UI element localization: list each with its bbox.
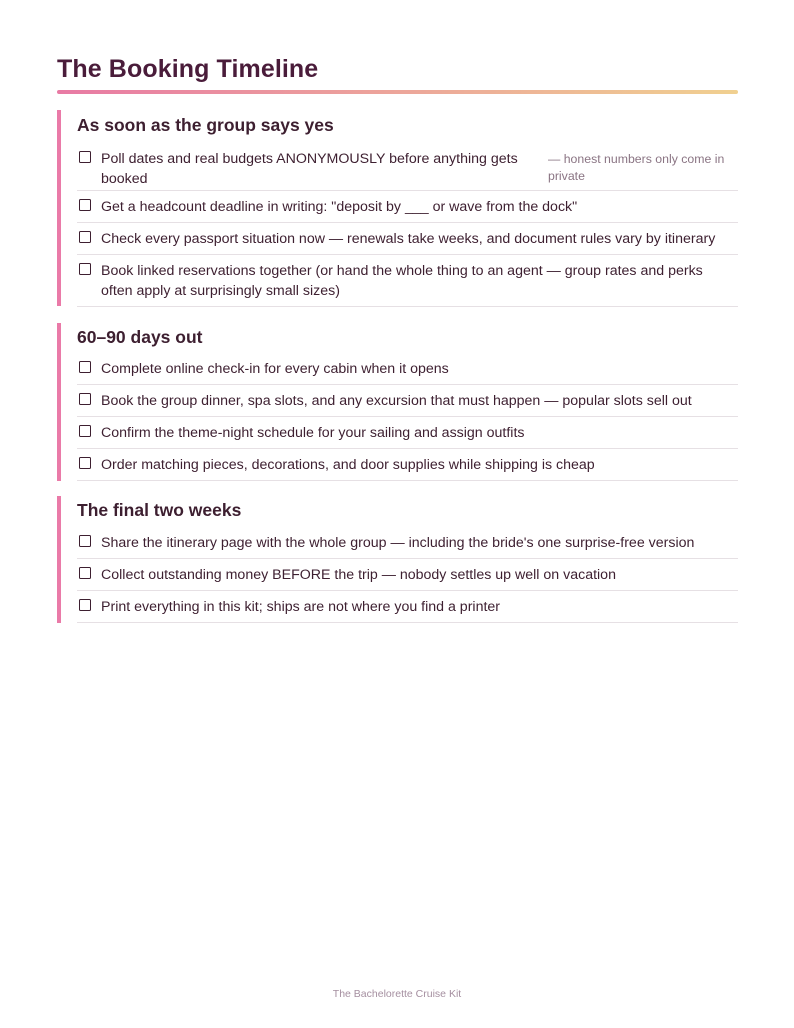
section-heading: The final two weeks xyxy=(77,500,242,520)
checklist-item xyxy=(77,385,738,417)
item-row xyxy=(101,149,738,189)
checkbox[interactable] xyxy=(79,599,91,611)
item-text: Order matching pieces, decorations, and door supplies while shipping is cheap xyxy=(101,457,595,473)
checklist xyxy=(77,527,738,623)
checklist xyxy=(77,143,738,307)
item-text: Book linked reservations together (or hand the whole thing to an agent — group rates and perks often apply at surprisingly small sizes) xyxy=(101,263,703,299)
item-text: Collect outstanding money BEFORE the trip — nobody settles up well on vacation xyxy=(101,567,616,583)
item-note: — honest numbers only come in private xyxy=(548,152,725,183)
checklist xyxy=(77,353,738,481)
checkbox[interactable] xyxy=(79,361,91,373)
item-text: Print everything in this kit; ships are not where you find a printer xyxy=(101,599,501,615)
item-text: Complete online check-in for every cabin when it opens xyxy=(101,361,449,377)
checkbox[interactable] xyxy=(79,231,91,243)
section-accent-bar xyxy=(57,323,61,481)
checklist-item xyxy=(77,449,738,481)
checkbox[interactable] xyxy=(79,263,91,275)
checklist-item xyxy=(77,527,738,559)
section-heading: As soon as the group says yes xyxy=(77,115,334,135)
checklist-item xyxy=(77,559,738,591)
section-accent-bar xyxy=(57,496,61,623)
item-text: Share the itinerary page with the whole group — including the bride's one surprise-free version xyxy=(101,535,695,551)
checkbox[interactable] xyxy=(79,567,91,579)
checkbox[interactable] xyxy=(79,151,91,163)
checklist-item xyxy=(77,255,738,307)
section-heading: 60–90 days out xyxy=(77,327,203,347)
item-text: Book the group dinner, spa slots, and any excursion that must happen — popular slots sell out xyxy=(101,393,692,409)
item-text: Poll dates and real budgets ANONYMOUSLY before anything gets booked xyxy=(101,151,518,187)
checkbox[interactable] xyxy=(79,425,91,437)
checkbox[interactable] xyxy=(79,199,91,211)
checklist-item xyxy=(77,191,738,223)
checkbox[interactable] xyxy=(79,393,91,405)
checklist-item xyxy=(77,353,738,385)
checklist-item xyxy=(77,143,738,191)
page-title: The Booking Timeline xyxy=(57,55,319,83)
item-text: Get a headcount deadline in writing: "deposit by ___ or wave from the dock" xyxy=(101,199,578,215)
section-as-soon-as-yes xyxy=(57,110,738,306)
title-divider xyxy=(57,90,738,94)
checkbox[interactable] xyxy=(79,457,91,469)
section-60-90-days xyxy=(57,323,738,481)
page-footer: The Bachelorette Cruise Kit xyxy=(332,988,462,1000)
checklist-item xyxy=(77,417,738,449)
checkbox[interactable] xyxy=(79,535,91,547)
section-accent-bar xyxy=(57,110,61,306)
item-text: Confirm the theme-night schedule for your sailing and assign outfits xyxy=(101,425,525,441)
checklist-item xyxy=(77,591,738,623)
section-final-two-weeks xyxy=(57,496,738,623)
checklist-item xyxy=(77,223,738,255)
item-text: Check every passport situation now — renewals take weeks, and document rules vary by itinerary xyxy=(101,231,716,247)
